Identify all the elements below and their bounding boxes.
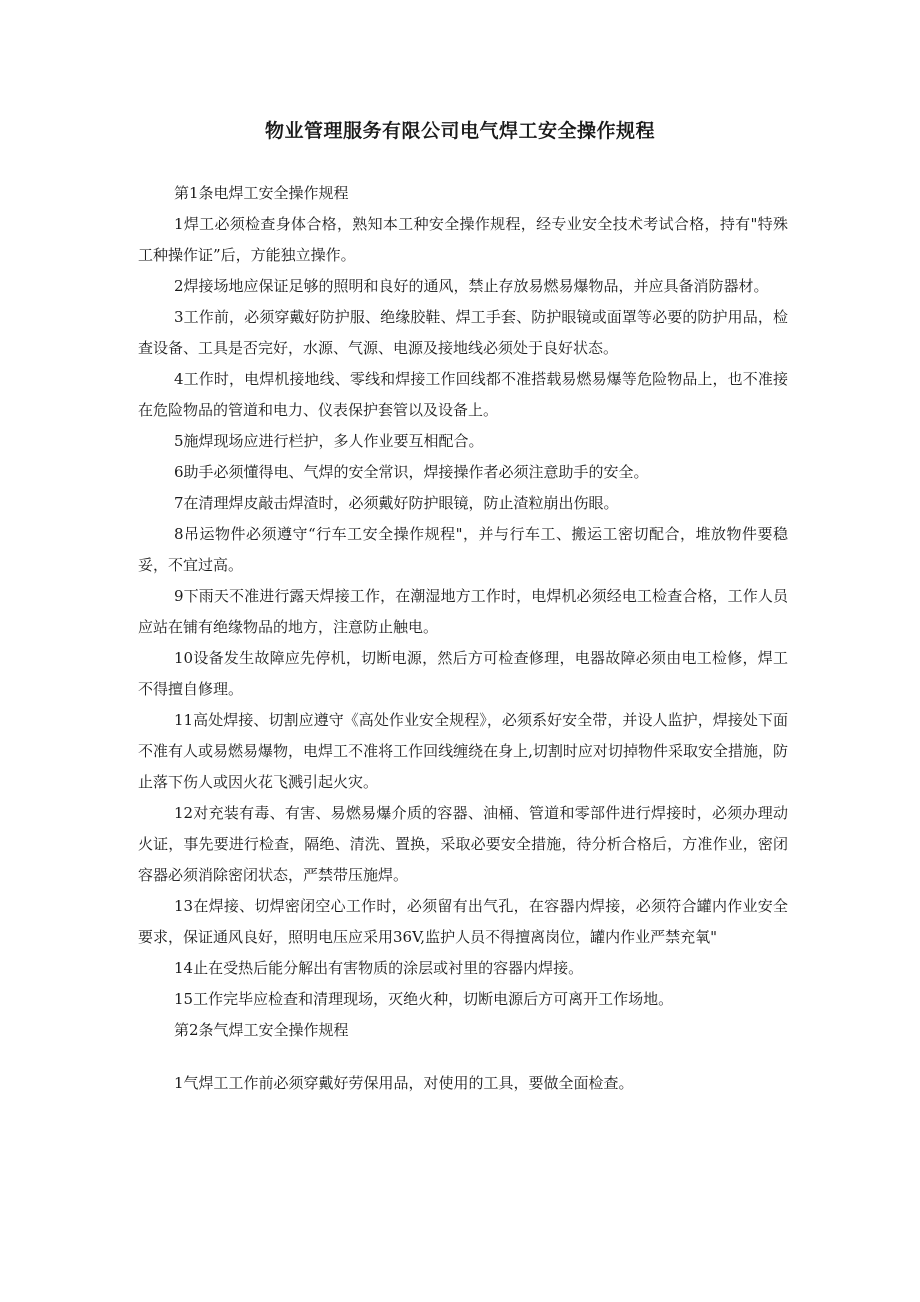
paragraph-1-15: 15工作完毕应检查和清理现场，灭绝火种，切断电源后方可离开工作场地。 (174, 990, 674, 1008)
paragraph-1-13: 13在焊接、切焊密闭空心工作时，必须留有出气孔，在容器内焊接，必须符合罐内作业安全要求，保证通风良好，照明电压应采用36V,监护人员不得擅离岗位，罐内作业严禁充氧" (138, 897, 788, 946)
section-heading-1: 第1条电焊工安全操作规程 (174, 184, 349, 202)
document-body (138, 178, 788, 1099)
paragraph-1-6: 6助手必须懂得电、气焊的安全常识，焊接操作者必须注意助手的安全。 (174, 463, 649, 481)
paragraph-1-4: 4工作时，电焊机接地线、零线和焊接工作回线都不准搭载易燃易爆等危险物品上，也不准接在危险物品的管道和电力、仪表保护套管以及设备上。 (138, 370, 788, 419)
paragraph-1-7: 7在清理焊皮敲击焊渣时，必须戴好防护眼镜，防止渣粒崩出伤眼。 (174, 494, 619, 512)
paragraph-1-3: 3工作前，必须穿戴好防护服、绝缘胶鞋、焊工手套、防护眼镜或面罩等必要的防护用品，检查设备、工具是否完好，水源、气源、电源及接地线必须处于良好状态。 (138, 308, 788, 357)
paragraph-1-11: 11高处焊接、切割应遵守《高处作业安全规程》，必须系好安全带，并设人监护，焊接处下面不准有人或易燃易爆物，电焊工不准将工作回线缠绕在身上,切割时应对切掉物件采取安全措施，防止落下伤人或因火花飞溅引起火灾。 (138, 711, 788, 791)
paragraph-1-1: 1焊工必须检查身体合格，熟知本工种安全操作规程，经专业安全技术考试合格，持有"特殊工种操作证”后，方能独立操作。 (138, 215, 788, 264)
paragraph-1-5: 5施焊现场应进行栏护，多人作业要互相配合。 (174, 432, 484, 450)
paragraph-1-9: 9下雨天不准进行露天焊接工作，在潮湿地方工作时，电焊机必须经电工检查合格，工作人员应站在铺有绝缘物品的地方，注意防止触电。 (138, 587, 788, 636)
section-heading-2: 第2条气焊工安全操作规程 (174, 1021, 349, 1039)
paragraph-1-8: 8吊运物件必须遵守“行车工安全操作规程"，并与行车工、搬运工密切配合，堆放物件要稳妥，不宜过高。 (138, 525, 788, 574)
section-spacer (138, 1046, 788, 1068)
paragraph-1-2: 2焊接场地应保证足够的照明和良好的通风，禁止存放易燃易爆物品，并应具备消防器材。 (174, 277, 769, 295)
paragraph-1-10: 10设备发生故障应先停机，切断电源，然后方可检查修理，电器故障必须由电工检修，焊工不得擅自修理。 (138, 649, 788, 698)
paragraph-1-12: 12对充装有毒、有害、易燃易爆介质的容器、油桶、管道和零部件进行焊接时，必须办理动火证，事先要进行检查，隔绝、清洗、置换，采取必要安全措施，待分析合格后，方准作业，密闭容器必须消除密闭状态，严禁带压施焊。 (138, 804, 788, 884)
paragraph-2-1: 1气焊工工作前必须穿戴好劳保用品，对使用的工具，要做全面检查。 (174, 1074, 634, 1092)
document-title: 物业管理服务有限公司电气焊工安全操作规程 (264, 120, 655, 142)
paragraph-1-14: 14止在受热后能分解出有害物质的涂层或衬里的容器内焊接。 (174, 959, 584, 977)
